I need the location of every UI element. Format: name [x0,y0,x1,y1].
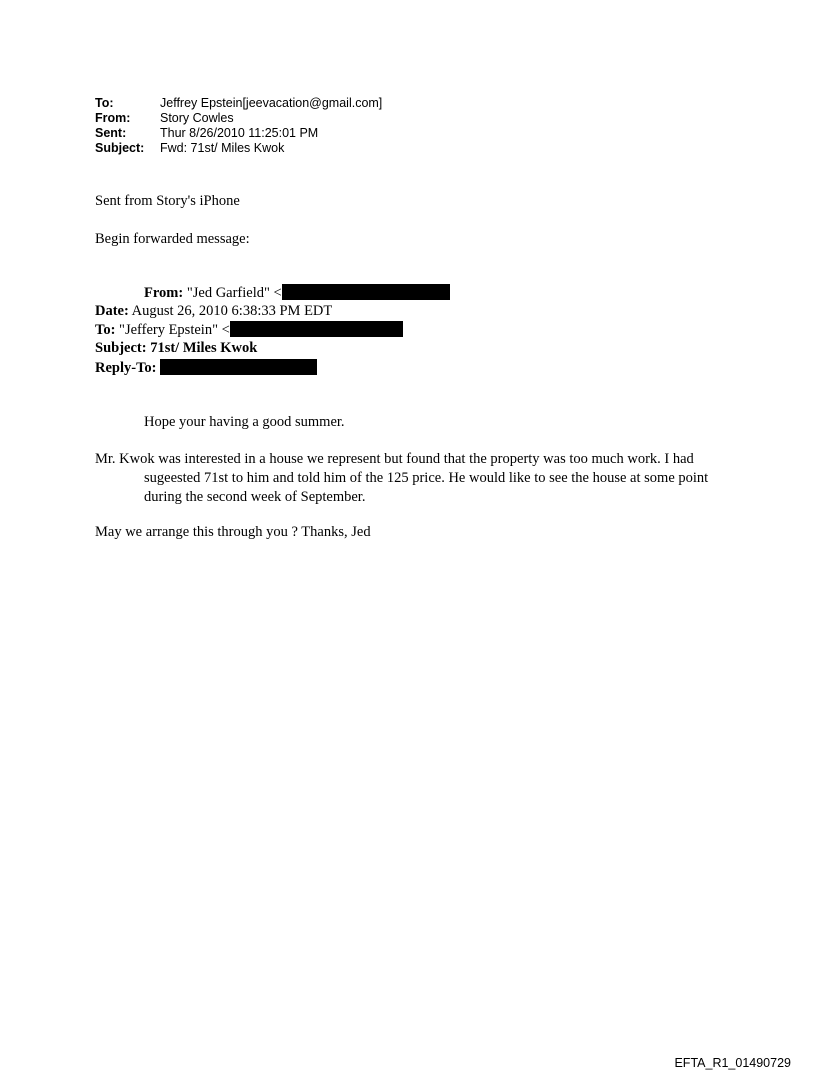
fwd-replyto-line [95,359,317,377]
fwd-from-value: "Jed Garfield" < [186,285,282,301]
redaction-block [282,284,450,300]
header-sent-row [95,126,382,141]
closing-line: May we arrange this through you ? Thanks, Jed [95,524,371,540]
fwd-subject-value: 71st/ Miles Kwok [150,340,258,356]
fwd-subject-label: Subject: [95,340,147,356]
fwd-from-label: From: [144,285,184,301]
fwd-date-line [95,303,332,320]
fwd-to-label: To: [95,322,116,338]
header-subject-row [95,141,382,156]
redaction-block [160,359,317,375]
header-from-label: From: [95,111,131,125]
document-id: EFTA_R1_01490729 [674,1056,791,1070]
header-to-label: To: [95,96,114,110]
body-paragraph: Mr. Kwok was interested in a house we represent but found that the property was too much work. I had sugeested 71st to him and told him of the 125 price. He would like to see the house at some point during the second week of September. [95,451,709,505]
header-subject-label: Subject: [95,141,145,155]
fwd-to-line [95,321,403,339]
fwd-to-value: "Jeffery Epstein" < [119,322,230,338]
fwd-date-value: August 26, 2010 6:38:33 PM EDT [131,303,333,319]
header-sent-value: Thur 8/26/2010 11:25:01 PM [160,126,319,140]
header-sent-label: Sent: [95,126,127,140]
fwd-subject-line [95,340,257,357]
fwd-replyto-label: Reply-To: [95,360,157,376]
fwd-from-line [144,284,450,302]
header-subject-value: Fwd: 71st/ Miles Kwok [160,141,285,155]
email-header [95,96,382,156]
begin-forwarded-line: Begin forwarded message: [95,231,250,247]
sent-from-line: Sent from Story's iPhone [95,193,240,209]
header-to-value: Jeffrey Epstein[jeevacation@gmail.com] [160,96,383,110]
header-to-row [95,96,382,111]
header-from-row [95,111,382,126]
header-from-value: Story Cowles [160,111,234,125]
greeting-line: Hope your having a good summer. [144,414,345,430]
fwd-date-label: Date: [95,303,129,319]
redaction-block [230,321,403,337]
